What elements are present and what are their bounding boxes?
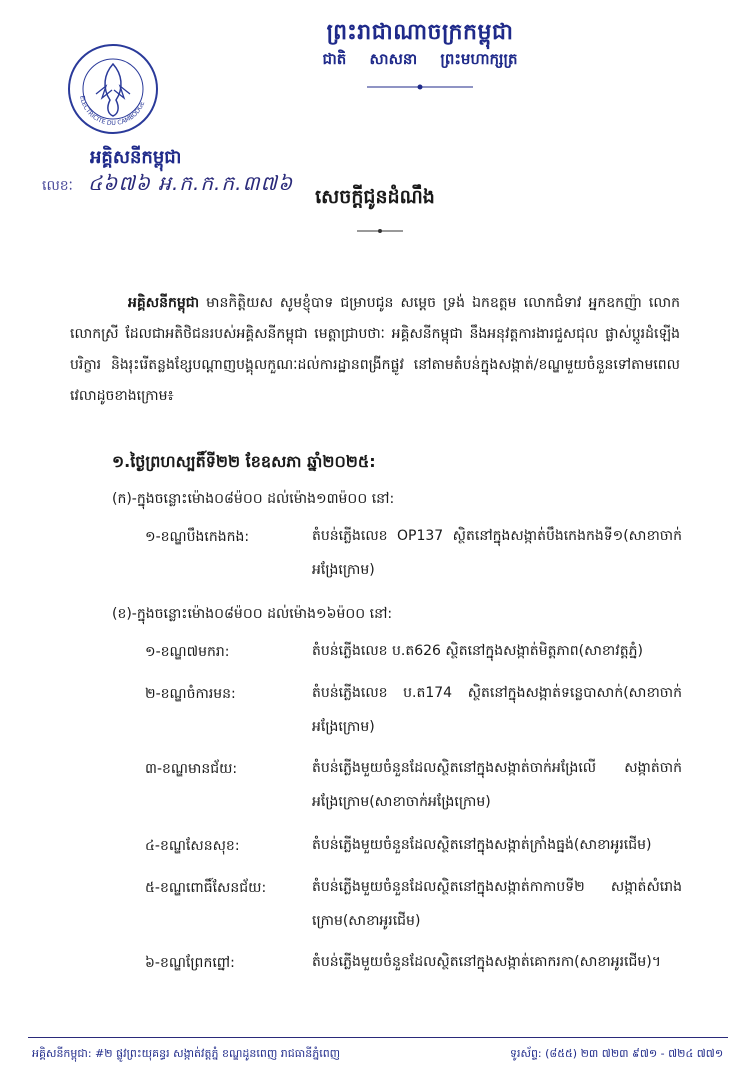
organization-name: អគ្គិសនីកម្ពុជា	[90, 147, 182, 168]
document-title: សេចក្តីជូនដំណឹង	[315, 186, 435, 208]
svg-text:ELECTRICITE DU CAMBODGE	[78, 95, 146, 127]
subsection-b-heading: (ខ)-ក្នុងចន្លោះម៉ោង០៨ម៉០០ ដល់ម៉ោង១៦ម៉០០ នៅ:	[112, 606, 393, 622]
reference-label: លេខៈ	[42, 178, 73, 194]
list-item-desc: តំបន់ភ្លើងលេខ OP137 ស្ថិតនៅក្នុងសង្កាត់បឹងកេងកងទី១(សាខាចាក់អង្រែក្រោម)	[312, 528, 682, 578]
national-motto: ជាតិ សាសនា ព្រះមហាក្សត្រ	[322, 50, 518, 68]
list-item-desc: តំបន់ភ្លើងមួយចំនួនដែលស្ថិតនៅក្នុងសង្កាត់ក្រាំងធ្នង់(សាខាអូរជើម)	[312, 837, 652, 853]
list-item-desc: តំបន់ភ្លើងលេខ ប.ត174 ស្ថិតនៅក្នុងសង្កាត់ទន្លេបាសាក់(សាខាចាក់អង្រែក្រោម)	[312, 685, 682, 735]
list-item-label: ៣-ខណ្ឌមានជ័យ:	[145, 761, 238, 777]
section-heading: ១.ថ្ងៃព្រហស្បតិ៍ទី២២ ខែឧសភា ឆ្នាំ២០២៥:	[112, 452, 376, 471]
list-item-label: ១-ខណ្ឌ៧មករា:	[145, 644, 230, 660]
list-item-desc: តំបន់ភ្លើងមួយចំនួនដែលស្ថិតនៅក្នុងសង្កាត់គោករកា(សាខាអូរជើម)។	[312, 954, 661, 970]
header-ornament	[365, 82, 475, 92]
list-item-desc: តំបន់ភ្លើងមួយចំនួនដែលស្ថិតនៅក្នុងសង្កាត់កាកាបទី២ សង្កាត់សំរោងក្រោម(សាខាអូរជើម)	[312, 879, 682, 929]
list-item-desc: តំបន់ភ្លើងមួយចំនួនដែលស្ថិតនៅក្នុងសង្កាត់ចាក់អង្រែលើ សង្កាត់ចាក់អង្រែក្រោម(សាខាចាក់អង្រែក្រោម)	[312, 760, 682, 810]
list-item-label: ១-ខណ្ឌបឹងកេងកង:	[145, 529, 250, 545]
reference-number: ៤៦៧៦ អ.ក.ក.ក.៣៧៦	[88, 171, 294, 195]
intro-paragraph	[70, 288, 680, 412]
intro-text: មានកិត្តិយស សូមខ្ញុំបាទ ជម្រាបជូន សម្តេច ទ្រង់ ឯកឧត្តម លោកជំទាវ អ្នកឧកញ៉ា លោក លោកស្រី ដែលជាអតិថិជនរបស់អគ្គិសនីកម្ពុជា មេត្តាជ្រាបថាៈ អគ្គិសនីកម្ពុជា នឹងអនុវត្តការងារជួសជុល ផ្លាស់ប្តូរដំឡើងបរិក្ខារ និងរុះរើតន្លងខ្សែបណ្តាញបង្គុលកួណៈដល់ការដ្ឋានពង្រីកផ្លូវ នៅតាមតំបន់ក្នុងសង្កាត់/ខណ្ឌមួយចំនួនទៅតាមពេលវេលាដូចខាងក្រោម៖	[70, 295, 680, 404]
edc-seal-icon	[66, 42, 160, 136]
list-item-label: ៦-ខណ្ឌព្រែកព្នៅ:	[145, 955, 235, 971]
footer-address: អគ្គិសនីកម្ពុជា: #២ ផ្លូវព្រះយុគន្ធរ សង្កាត់វត្តភ្នំ ខណ្ឌដូនពេញ រាជធានីភ្នំពេញ	[32, 1047, 341, 1060]
list-item-label: ៥-ខណ្ឌពោធិ៍សែនជ័យ:	[145, 880, 267, 896]
footer-divider	[28, 1037, 728, 1038]
list-item-label: ២-ខណ្ឌចំការមន:	[145, 686, 236, 702]
footer-phone: ទូរស័ព្ទ: (៨៥៥) ២៣ ៧២៣ ៩៧១ - ៧២៤ ៧៧១	[510, 1047, 724, 1060]
list-item-label: ៤-ខណ្ឌសែនសុខ:	[145, 838, 240, 854]
list-item-desc: តំបន់ភ្លើងលេខ ប.ត626 ស្ថិតនៅក្នុងសង្កាត់មិត្តភាព(សាខាវត្តភ្នំ)	[312, 643, 643, 659]
seal-text: ELECTRICITE DU CAMBODGE	[78, 95, 147, 128]
kingdom-title: ព្រះរាជាណាចក្រកម្ពុជា	[326, 20, 514, 45]
title-ornament	[355, 226, 405, 236]
intro-org-name: អគ្គិសនីកម្ពុជា	[128, 295, 200, 311]
subsection-a-heading: (ក)-ក្នុងចន្លោះម៉ោង០៨ម៉០០ ដល់ម៉ោង១៣ម៉០០ នៅ:	[112, 491, 395, 507]
